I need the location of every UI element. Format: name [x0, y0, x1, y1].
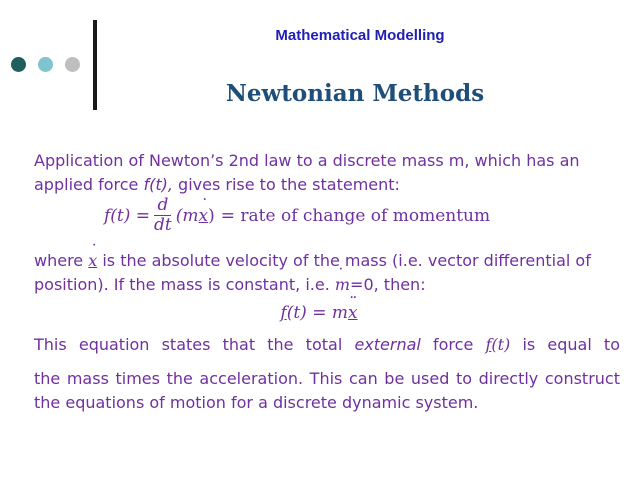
- para3-external: external: [354, 335, 421, 354]
- para3-f: f: [485, 335, 492, 354]
- eq1-lhs: f(t) =: [104, 205, 151, 226]
- eq1-paren-r: ): [208, 205, 215, 226]
- paragraph-velocity: [34, 249, 620, 297]
- para2-mdot: ˙ m: [335, 273, 350, 297]
- para1-c: gives rise to the statement:: [172, 175, 400, 194]
- para3-c: force: [420, 335, 486, 354]
- para2-c: =0, then:: [350, 275, 426, 294]
- para2-b: is the absolute velocity of the mass (i.e. vector differential of position). If the mass is constant, i.e.: [34, 251, 591, 294]
- para2-xdot: ˙ x: [88, 249, 97, 273]
- dot-light-blue: [38, 57, 53, 72]
- slide-title: Newtonian Methods: [225, 80, 485, 107]
- dot-dark: [11, 57, 26, 72]
- eq1-den: dt: [154, 215, 172, 235]
- eq1-rhs: = rate of change of momentum: [220, 205, 491, 226]
- para3-ft: (t): [491, 335, 511, 354]
- equation-newton: [0, 303, 638, 323]
- para3-a: This equation states that the total: [34, 335, 355, 354]
- para2-a: where: [34, 251, 89, 270]
- paragraph-explanation-line1: [34, 333, 620, 357]
- decorative-dots: [11, 57, 80, 72]
- para1-force: f(t),: [143, 175, 173, 194]
- para3-d: is equal to: [510, 335, 620, 354]
- eq1-derivative: [154, 196, 172, 235]
- equation-momentum: [104, 196, 490, 235]
- eq2-f: f: [280, 303, 287, 323]
- eq1-xdot: ˙ x: [199, 206, 209, 226]
- dot-grey: [65, 57, 80, 72]
- eq2-mid: (t) = m: [286, 303, 348, 323]
- eq1-paren-l: (m: [175, 205, 199, 226]
- vertical-divider: [93, 20, 97, 110]
- header-title: Mathematical Modelling: [275, 27, 445, 44]
- eq2-xddot: ¨ x: [348, 303, 358, 323]
- para1-a: Application of Newton’s 2nd law to a discrete mass m, which has an applied force: [34, 151, 580, 194]
- eq1-num: d: [154, 196, 171, 216]
- paragraph-intro: [34, 149, 620, 197]
- paragraph-explanation-rest: the mass times the acceleration. This can be used to directly construct the equations of motion for a discrete dynamic system.: [34, 369, 620, 412]
